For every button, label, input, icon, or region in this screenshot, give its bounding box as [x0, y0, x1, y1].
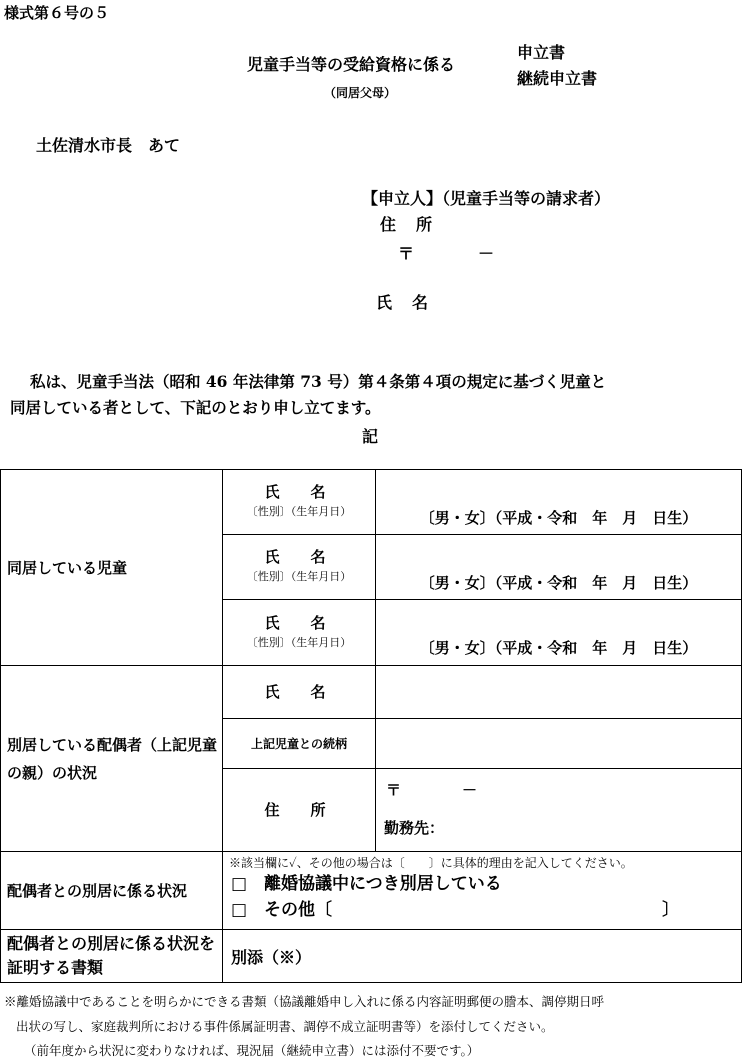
footnote-line-3: （前年度から状況に変わりなければ、現況届（継続申立書）には添付不要です。） — [24, 1043, 480, 1058]
spouse-postal-dash: － — [462, 781, 478, 799]
spouse-label: 別居している配偶者（上記児童の親）の状況 — [7, 735, 218, 782]
spouse-address-label: 住 所 — [264, 801, 334, 819]
spouse-name-label-cell — [223, 666, 376, 719]
ki-heading: 記 — [362, 427, 379, 446]
child-2-value[interactable] — [376, 535, 742, 600]
declaration-table — [0, 469, 742, 983]
addressee: 土佐清水市長 あて — [36, 136, 181, 155]
statement-line-2: 同居している者として、下記のとおり申し立てます。 — [10, 398, 381, 417]
footnote-line-1: ※離婚協議中であることを明らかにできる書類（協議離婚申し入れに係る内容証明郵便の謄本、調停期日呼 — [4, 994, 605, 1009]
separation-note: ※該当欄に✓、その他の場合は〔 〕に具体的理由を記入してください。 — [229, 856, 633, 870]
child-3-value[interactable] — [376, 600, 742, 666]
option-other-label: □ その他〔 — [231, 900, 333, 920]
separation-options-cell — [223, 852, 742, 930]
child-1-name-label: 氏 名 — [264, 483, 334, 501]
child-2-sub-label: 〔性別〕（生年月日） — [246, 570, 352, 583]
child-3-sex-birth: 〔男・女〕（平成・令和 年 月 日生） — [419, 639, 698, 657]
form-number: 様式第６号の５ — [4, 4, 110, 22]
spouse-postal-mark: 〒 — [386, 781, 402, 799]
statement-line-1: 私は、児童手当法（昭和 46 年法律第 73 号）第４条第４項の規定に基づく児童と — [30, 372, 607, 391]
applicant-postal-mark: 〒 — [398, 244, 415, 263]
child-3-name-label: 氏 名 — [264, 613, 334, 632]
proof-label: 配偶者との別居に係る状況を証明する書類 — [7, 934, 216, 977]
spouse-name-label: 氏 名 — [264, 683, 334, 701]
option-other-close: 〕 — [662, 900, 680, 920]
applicant-postal-dash: － — [478, 244, 495, 263]
relation-value[interactable] — [376, 719, 742, 769]
footnote-line-2: 出状の写し、家庭裁判所における事件係属証明書、調停不成立証明書等）を添付してください。 — [16, 1019, 554, 1034]
children-label-cell — [1, 470, 223, 666]
child-1-sex-birth: 〔男・女〕（平成・令和 年 月 日生） — [419, 508, 698, 527]
child-2-sex-birth: 〔男・女〕（平成・令和 年 月 日生） — [419, 573, 698, 592]
child-1-value[interactable] — [376, 470, 742, 535]
child-3-sub-label: 〔性別〕（生年月日） — [246, 635, 352, 649]
separation-label-cell — [1, 852, 223, 930]
option-divorce-checkbox[interactable]: □ 離婚協議中につき別居している — [231, 874, 502, 894]
relation-label: 上記児童との続柄 — [250, 736, 347, 751]
form-title: 児童手当等の受給資格に係る — [247, 55, 456, 74]
proof-value-cell — [223, 930, 742, 983]
spouse-address-value[interactable] — [376, 769, 742, 852]
child-2-name-label: 氏 名 — [264, 548, 334, 566]
child-3-label — [223, 600, 376, 666]
children-label: 同居している児童 — [7, 558, 128, 577]
proof-value: 別添（※） — [231, 947, 312, 967]
form-subtitle: （同居父母） — [324, 86, 397, 100]
spouse-address-label-cell — [223, 769, 376, 852]
separation-label: 配偶者との別居に係る状況 — [7, 881, 188, 900]
option-other-checkbox[interactable] — [223, 897, 741, 923]
spouse-name-value[interactable] — [376, 666, 742, 719]
title-option-continuation: 継続申立書 — [517, 69, 598, 88]
applicant-heading: 【申立人】（児童手当等の請求者） — [362, 189, 611, 208]
child-1-sub-label: 〔性別〕（生年月日） — [246, 505, 352, 518]
child-2-label — [223, 535, 376, 600]
title-option-application: 申立書 — [517, 43, 566, 62]
applicant-address-label: 住 所 — [380, 215, 435, 234]
spouse-label-cell — [1, 666, 223, 852]
child-1-label — [223, 470, 376, 535]
applicant-name-label: 氏 名 — [376, 293, 431, 312]
proof-label-cell — [1, 930, 223, 983]
relation-label-cell — [223, 719, 376, 769]
workplace-label: 勤務先： — [384, 819, 445, 837]
